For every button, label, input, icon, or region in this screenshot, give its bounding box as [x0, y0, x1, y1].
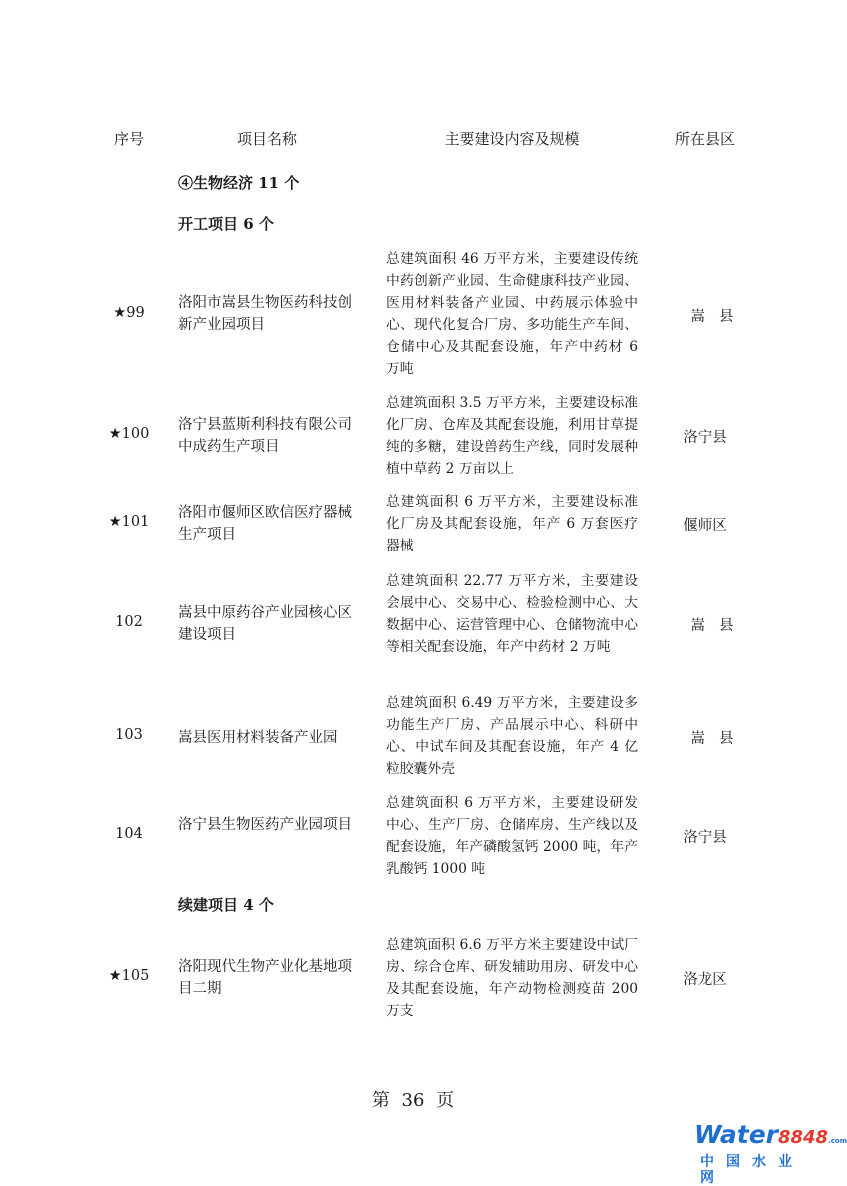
row-content: 总建筑面积 46 万平方米，主要建设传统中药创新产业园、生命健康科技产业园、医用材料装备产业园、中药展示体验中心、现代化复合厂房、多功能生产车间、仓储中心及其配套设施，年产中药材 6 万吨: [386, 251, 638, 377]
section-title: ④生物经济 11 个: [178, 174, 300, 192]
row-content: 总建筑面积 22.77 万平方米，主要建设会展中心、交易中心、检验检测中心、大数据中心、运营管理中心、仓储物流中心等相关配套设施，年产中药材 2 万吨: [386, 573, 638, 655]
row-seq: ★101: [108, 514, 150, 530]
row-name: 洛阳市嵩县生物医药科技创新产业园项目: [178, 295, 352, 333]
row-county: 嵩县: [690, 731, 748, 747]
row-seq: ★105: [108, 968, 150, 984]
row-seq: 104: [115, 826, 143, 842]
row-seq: 102: [115, 614, 143, 630]
row-content: 总建筑面积 6 万平方米，主要建设研发中心、生产厂房、仓储库房、生产线以及配套设施，年产磷酸氢钙 2000 吨，年产乳酸钙 1000 吨: [386, 795, 638, 877]
row-county: 洛龙区: [683, 972, 727, 988]
subsection-continued: 续建项目 4 个: [178, 896, 274, 914]
row-seq: ★100: [108, 426, 150, 442]
row-name: 洛宁县生物医药产业园项目: [178, 817, 352, 833]
logo-number: 8848: [777, 1127, 829, 1148]
row-content: 总建筑面积 6.49 万平方米，主要建设多功能生产厂房、产品展示中心、科研中心、中试车间及其配套设施，年产 4 亿粒胶囊外壳: [386, 695, 638, 777]
logo-suffix: .com: [828, 1137, 847, 1145]
watermark-logo: [694, 1120, 847, 1186]
row-county: 洛宁县: [683, 430, 727, 446]
header-name: 项目名称: [236, 130, 297, 148]
subsection-started: 开工项目 6 个: [178, 215, 274, 233]
row-name: 洛阳市偃师区欧信医疗器械生产项目: [178, 505, 352, 543]
row-name: 洛阳现代生物产业化基地项目二期: [178, 959, 352, 997]
row-name: 嵩县医用材料装备产业园: [178, 730, 338, 746]
row-seq: 103: [115, 727, 143, 743]
logo-chinese: 中国水业网: [700, 1154, 804, 1186]
row-county: 嵩县: [690, 309, 748, 325]
page-number: 第 36 页: [371, 1090, 455, 1111]
row-name: 洛宁县蓝斯利科技有限公司中成药生产项目: [178, 417, 352, 455]
header-content: 主要建设内容及规模: [444, 130, 580, 148]
logo-wordmark: [694, 1120, 847, 1154]
row-county: 嵩县: [690, 618, 748, 634]
header-seq: 序号: [113, 130, 144, 148]
header-county: 所在县区: [674, 130, 735, 148]
row-county: 偃师区: [683, 518, 727, 534]
row-content: 总建筑面积 6 万平方米，主要建设标准化厂房及其配套设施，年产 6 万套医疗器械: [386, 494, 638, 554]
row-content: 总建筑面积 6.6 万平方米主要建设中试厂房、综合仓库、研发辅助用房、研发中心及其配套设施，年产动物检测疫苗 200 万支: [386, 937, 638, 1019]
row-seq: ★99: [113, 305, 145, 321]
row-name: 嵩县中原药谷产业园核心区建设项目: [178, 605, 352, 643]
row-content: 总建筑面积 3.5 万平方米，主要建设标准化厂房、仓库及其配套设施，利用甘草提纯的多糖，建设兽药生产线，同时发展种植中草药 2 万亩以上: [386, 395, 638, 477]
logo-brand: Water: [694, 1120, 778, 1149]
row-county: 洛宁县: [683, 830, 727, 846]
